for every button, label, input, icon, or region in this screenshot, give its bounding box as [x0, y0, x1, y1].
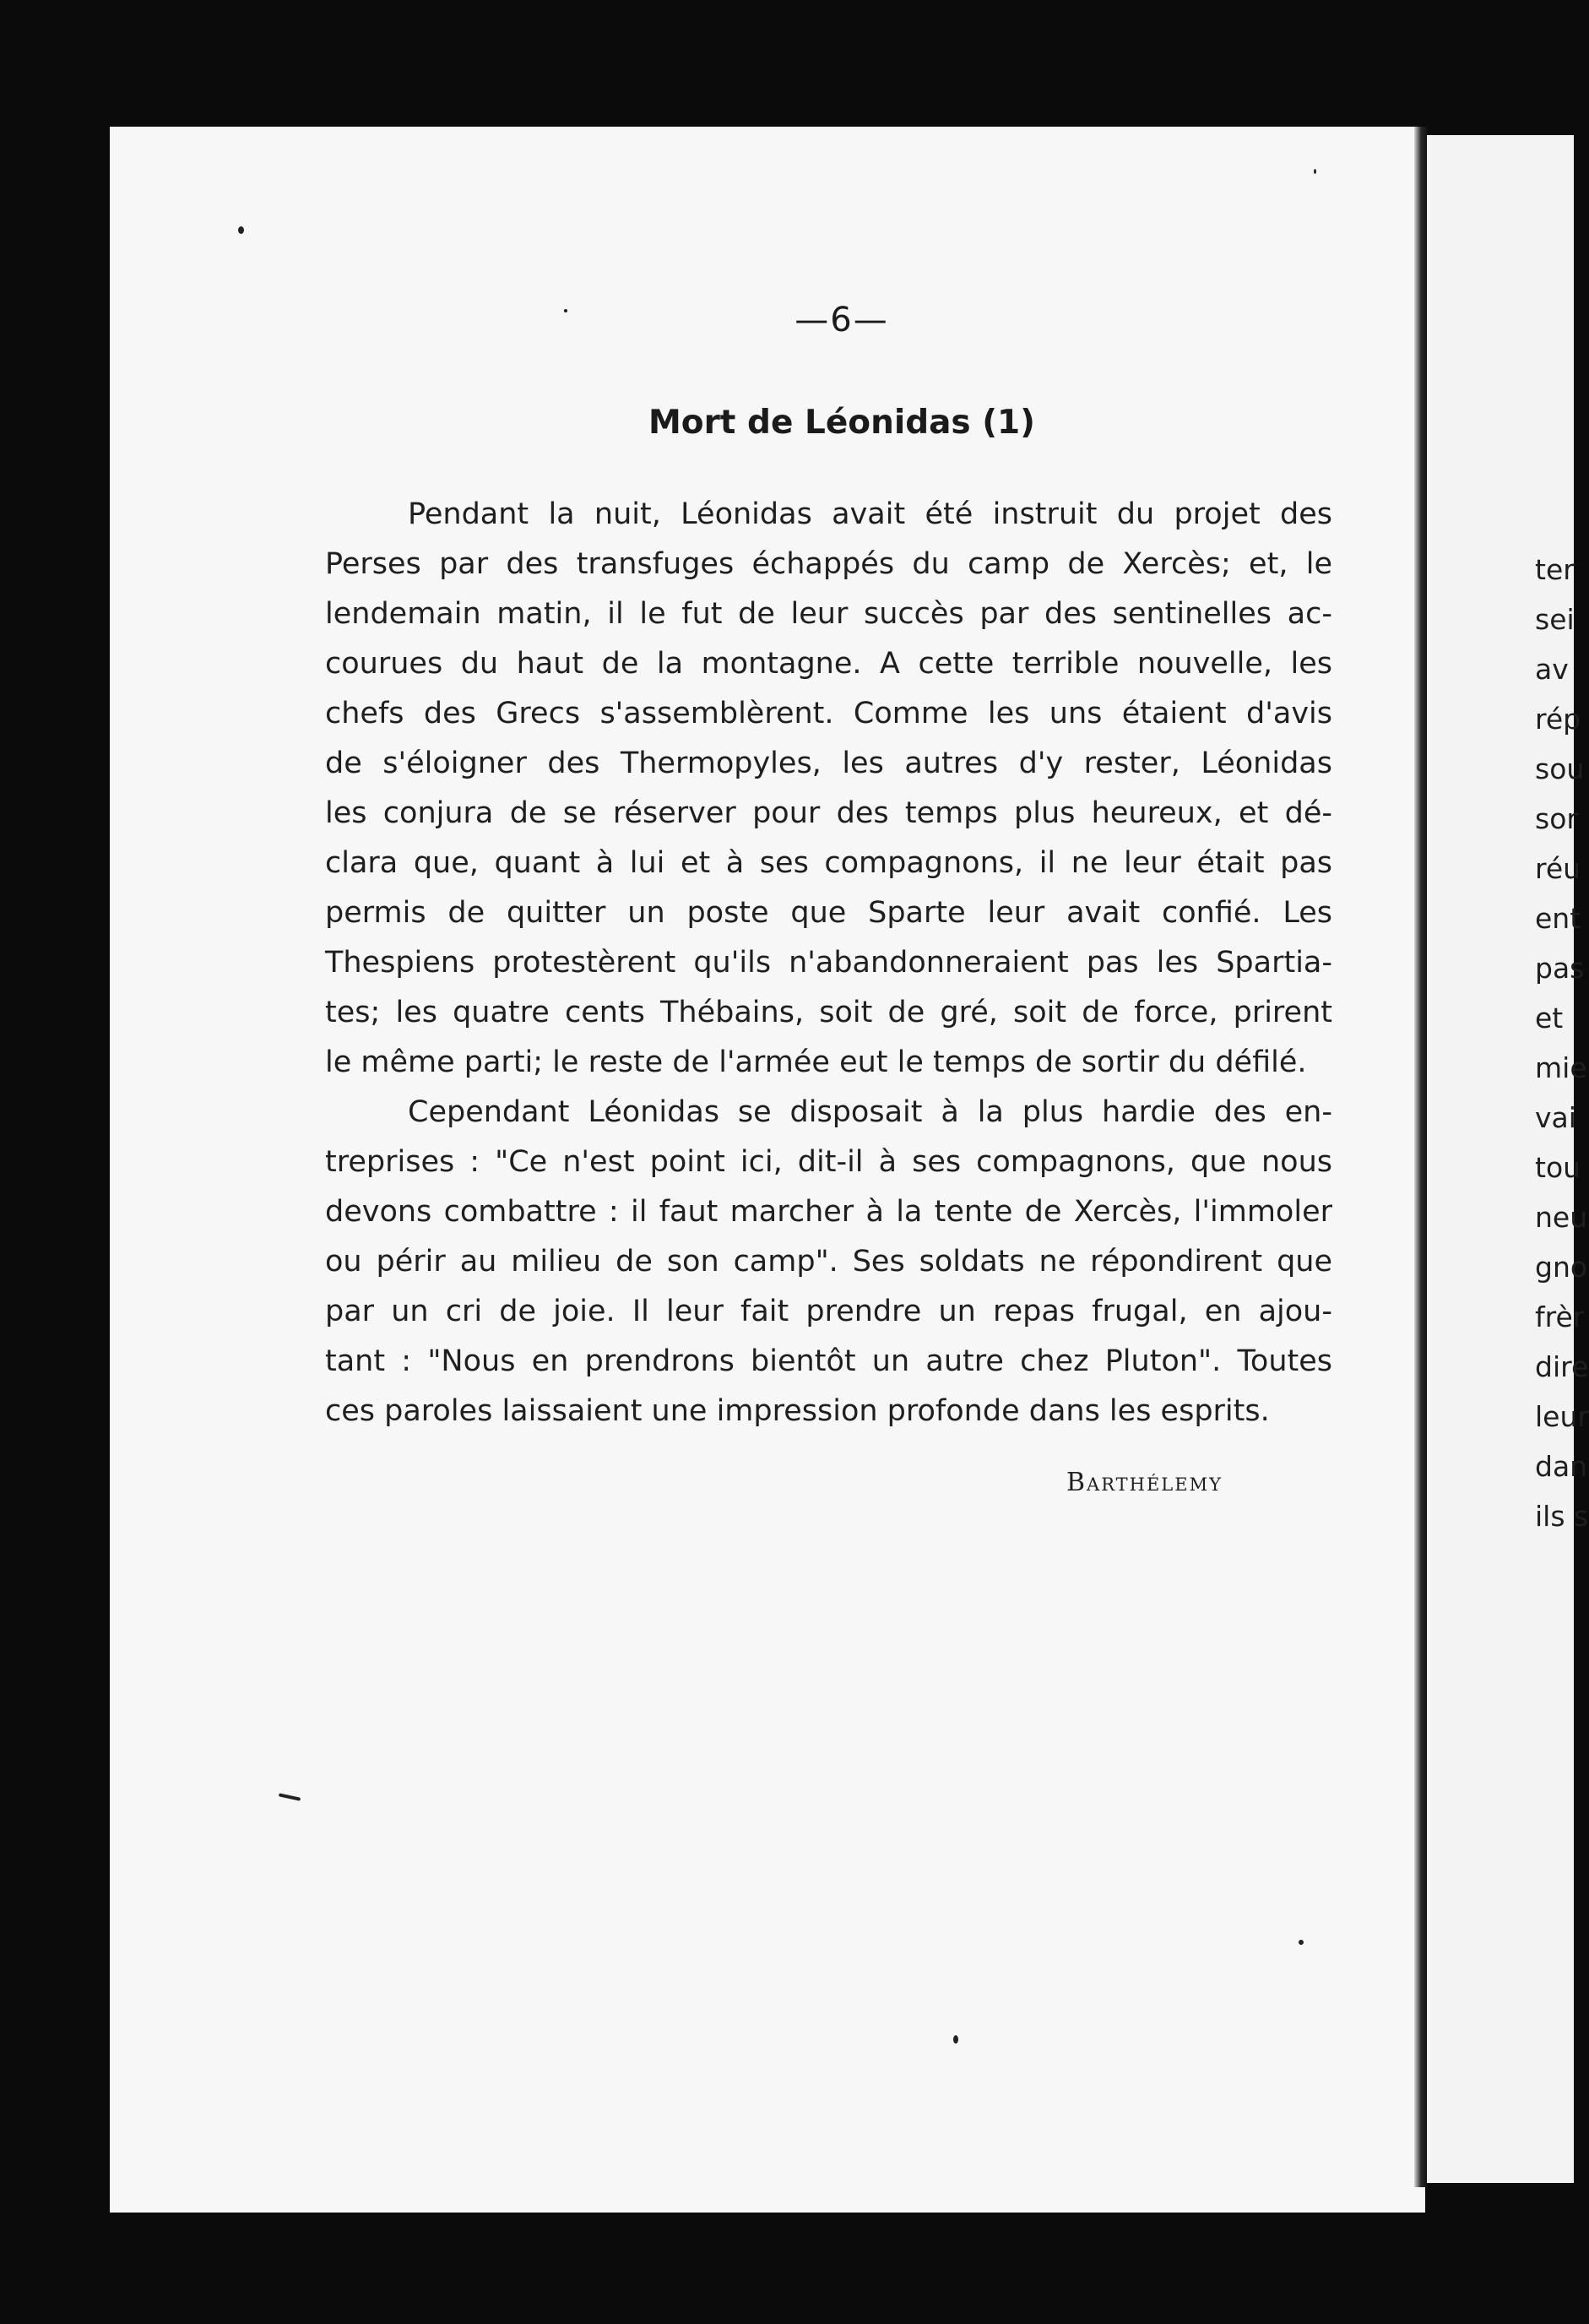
fragment-line: frèr — [1535, 1300, 1585, 1333]
text-line: les conjura de se réserver pour des temps plus heureux, et dé- — [325, 796, 1332, 830]
dust-speck — [1314, 169, 1316, 174]
body-text — [325, 490, 1332, 1436]
text-line: devons combattre : il faut marcher à la tente de Xercès, l'immoler — [325, 1195, 1332, 1229]
fragment-line: vai — [1535, 1101, 1576, 1134]
text-line: lendemain matin, il le fut de leur succès par des sentinelles ac- — [325, 597, 1332, 631]
dust-speck — [1299, 1940, 1304, 1945]
page-number: —6— — [794, 301, 889, 339]
fragment-line: dire — [1535, 1350, 1589, 1383]
dust-speck — [953, 2035, 958, 2044]
fragment-line: rép — [1535, 703, 1581, 736]
fragment-line: leur — [1535, 1400, 1589, 1433]
text-line: Cependant Léonidas se disposait à la plus hardie des en- — [408, 1095, 1332, 1129]
fragment-line: ent — [1535, 902, 1581, 935]
text-line: tes; les quatre cents Thébains, soit de gré, soit de force, prirent — [325, 996, 1332, 1029]
fragment-line: mie — [1535, 1051, 1587, 1084]
fragment-line: tou — [1535, 1151, 1581, 1184]
text-line: chefs des Grecs s'assemblèrent. Comme les uns étaient d'avis — [325, 697, 1332, 730]
fragment-line: dan — [1535, 1450, 1588, 1483]
fragment-line: gno — [1535, 1251, 1588, 1284]
text-line: Thespiens protestèrent qu'ils n'abandonneraient pas les Spartia- — [325, 946, 1332, 980]
fragment-line: et — [1535, 1002, 1564, 1034]
text-line: courues du haut de la montagne. A cette terrible nouvelle, les — [325, 647, 1332, 681]
dust-speck — [564, 309, 567, 312]
fragment-line: ils s — [1535, 1500, 1589, 1533]
fragment-line: sor — [1535, 802, 1578, 835]
text-line: permis de quitter un poste que Sparte leur avait confié. Les — [325, 896, 1332, 930]
fragment-line: réu — [1535, 852, 1581, 885]
text-line: par un cri de joie. Il leur fait prendre un repas frugal, en ajou- — [325, 1295, 1332, 1328]
fragment-line: sei — [1535, 603, 1575, 636]
text-line: ces paroles laissaient une impression profonde dans les esprits. — [325, 1394, 1270, 1428]
text-line: le même parti; le reste de l'armée eut le temps de sortir du défilé. — [325, 1045, 1307, 1079]
fragment-line: ter — [1535, 553, 1575, 586]
page-title: Mort de Léonidas (1) — [648, 404, 1036, 442]
fragment-line: av — [1535, 653, 1569, 686]
fragment-line: pas — [1535, 952, 1585, 985]
text-line: clara que, quant à lui et à ses compagnons, il ne leur était pas — [325, 846, 1332, 880]
fragment-line: neu — [1535, 1201, 1588, 1234]
text-line: tant : "Nous en prendrons bientôt un autre chez Pluton". Toutes — [325, 1344, 1332, 1378]
right-page-text-fragments — [1535, 545, 1589, 1541]
dust-speck — [238, 226, 244, 234]
text-line: de s'éloigner des Thermopyles, les autres d'y rester, Léonidas — [325, 747, 1332, 780]
text-line: ou périr au milieu de son camp". Ses soldats ne répondirent que — [325, 1245, 1332, 1279]
text-line: treprises : "Ce n'est point ici, dit-il à ses compagnons, que nous — [325, 1145, 1332, 1179]
fragment-line: sou — [1535, 752, 1585, 785]
text-line: Pendant la nuit, Léonidas avait été instruit du projet des — [408, 497, 1332, 531]
author-signature: Barthélemy — [1066, 1468, 1223, 1497]
text-line: Perses par des transfuges échappés du camp de Xercès; et, le — [325, 547, 1332, 581]
